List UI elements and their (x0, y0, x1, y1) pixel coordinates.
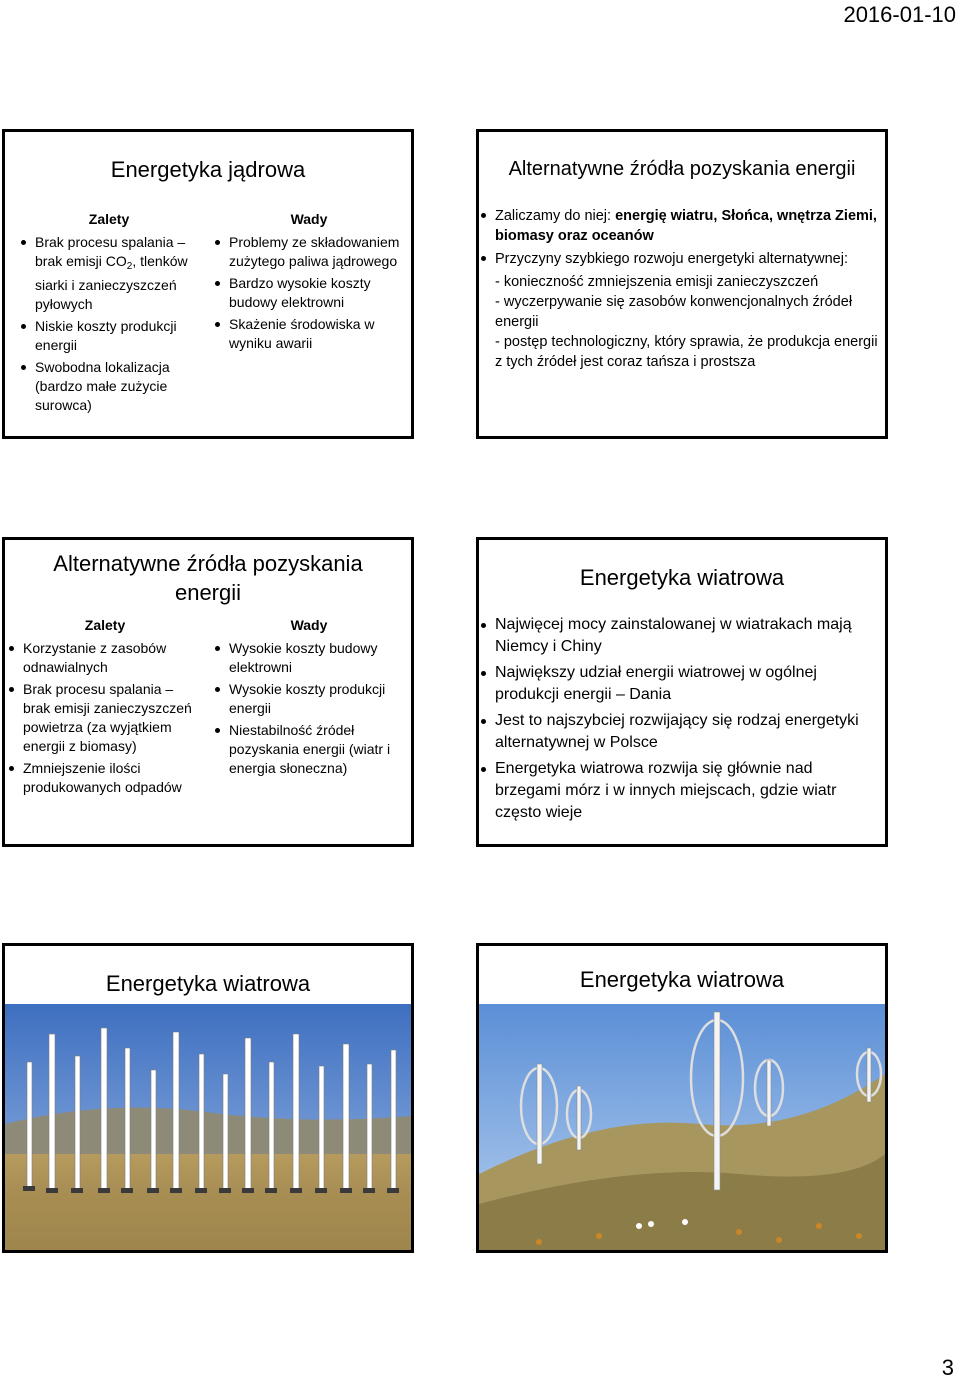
cons-column (213, 210, 405, 356)
list-item: Niskie koszty produkcji energii (19, 317, 199, 355)
slide-title: Energetyka wiatrowa (579, 565, 785, 590)
slide-wind-energy-facts (476, 537, 888, 847)
page-number: 3 (941, 1355, 954, 1380)
cons-heading: Wady (290, 211, 328, 227)
wind-turbines-photo (5, 1004, 411, 1250)
slide-nuclear-energy (2, 129, 414, 439)
darrieus-turbines-photo (479, 1004, 885, 1250)
slide-title: Alternatywne źródła pozyskania energii (508, 158, 856, 180)
pros-column (7, 616, 203, 800)
list-item: Problemy ze składowaniem zużytego paliwa jądrowego (213, 233, 405, 271)
list-item: Najwięcej mocy zainstalowanej w wiatrakach mają Niemcy i Chiny (479, 614, 879, 658)
list-item: Brak procesu spalania – brak emisji $CO_2$, tlenków siarki i zanieczyszczeń pyłowych (19, 233, 199, 314)
list-item: Jest to najszybciej rozwijający się rodzaj energetyki alternatywnej w Polsce (479, 710, 879, 754)
list-item: Niestabilność źródeł pozyskania energii (wiatr i energia słoneczna) (213, 721, 405, 778)
pros-column (19, 210, 199, 418)
list-item: Przyczyny szybkiego rozwoju energetyki alternatywnej: (479, 249, 879, 269)
slide-title: Energetyka wiatrowa (105, 971, 311, 996)
slide-title: Energetyka jądrowa (110, 157, 306, 182)
reason-line: - wyczerpywanie się zasobów konwencjonalnych źródeł energii (495, 294, 853, 330)
slide-title: Alternatywne źródła pozyskania energii (53, 551, 363, 605)
list-item: Zaliczamy do niej: energię wiatru, Słońca, wnętrza Ziemi, biomasy oraz oceanów (479, 206, 879, 246)
cons-column (213, 616, 405, 781)
slide-alternative-pros-cons (2, 537, 414, 847)
list-item: Wysokie koszty budowy elektrowni (213, 639, 405, 677)
reason-line: - postęp technologiczny, który sprawia, że produkcja energii z tych źródeł jest coraz tańsza i prostsza (495, 334, 878, 370)
list-item: Skażenie środowiska w wyniku awarii (213, 315, 405, 353)
slide-wind-farm-photo-2 (476, 943, 888, 1253)
slide-alternative-sources (476, 129, 888, 439)
reason-line: - konieczność zmniejszenia emisji zanieczyszczeń (495, 274, 819, 290)
list-item: Bardzo wysokie koszty budowy elektrowni (213, 274, 405, 312)
list-item: Wysokie koszty produkcji energii (213, 680, 405, 718)
list-item: Swobodna lokalizacja (bardzo małe zużycie surowca) (19, 358, 199, 415)
slide-title: Energetyka wiatrowa (579, 967, 785, 992)
list-item: Korzystanie z zasobów odnawialnych (7, 639, 203, 677)
list-item: Największy udział energii wiatrowej w ogólnej produkcji energii – Dania (479, 662, 879, 706)
pros-heading: Zalety (88, 211, 130, 227)
pros-heading: Zalety (84, 617, 126, 633)
header-date: 2016-01-10 (843, 2, 956, 27)
slide-body (479, 206, 879, 372)
list-item: Brak procesu spalania – brak emisji zanieczyszczeń powietrza (za wyjątkiem energii z biomasy) (7, 680, 203, 756)
list-item: Zmniejszenie ilości produkowanych odpadów (7, 759, 203, 797)
list-item: Energetyka wiatrowa rozwija się głównie nad brzegami mórz i w innych miejscach, gdzie wiatr często wieje (479, 758, 879, 824)
slide-body (479, 614, 879, 828)
slide-wind-farm-photo-1 (2, 943, 414, 1253)
cons-heading: Wady (290, 617, 328, 633)
